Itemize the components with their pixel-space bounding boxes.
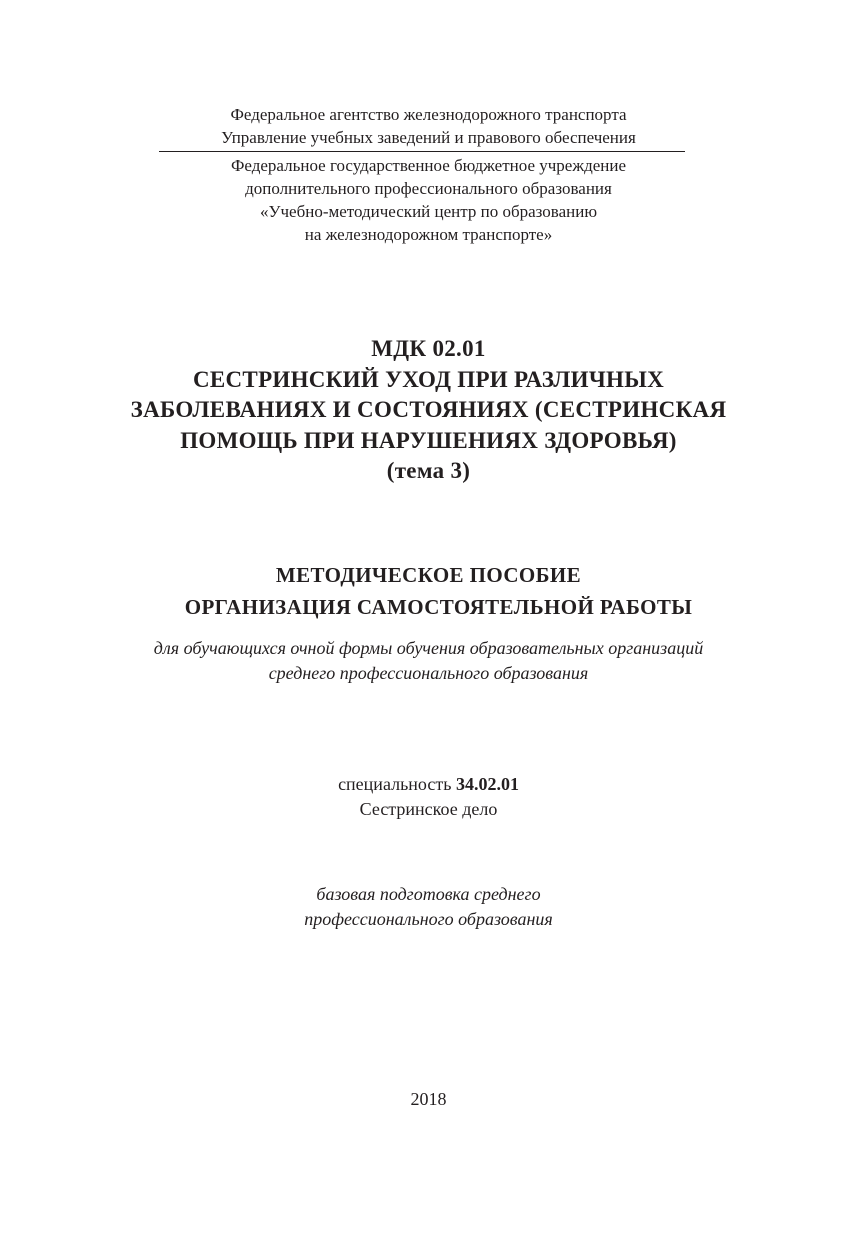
course-title-line: ПОМОЩЬ ПРИ НАРУШЕНИЯХ ЗДОРОВЬЯ) [180, 427, 677, 453]
institution-line: дополнительного профессионального образования [245, 179, 612, 198]
specialty-info [0, 772, 857, 822]
institution-name [0, 154, 857, 246]
specialty-line [0, 772, 857, 797]
institution-line: Федеральное государственное бюджетное учреждение [230, 156, 627, 175]
level-line: профессионального образования [304, 909, 553, 929]
course-topic: (тема 3) [386, 458, 471, 483]
specialty-code: 34.02.01 [455, 774, 519, 794]
course-code: МДК 02.01 [371, 336, 486, 361]
publication-year: 2018 [410, 1089, 447, 1109]
institution-line: «Учебно-методический центр по образованию [259, 202, 598, 221]
header-divider [159, 151, 685, 152]
audience-line: среднего профессионального образования [268, 663, 589, 683]
department-name: Управление учебных заведений и правового обеспечения [221, 128, 636, 147]
publisher-header [0, 103, 857, 149]
manual-type: МЕТОДИЧЕСКОЕ ПОСОБИЕ [275, 563, 582, 587]
course-title [0, 334, 857, 487]
institution-line: на железнодорожном транспорте» [304, 225, 553, 244]
audience-line: для обучающихся очной формы обучения образовательных организаций [153, 638, 704, 658]
agency-name: Федеральное агентство железнодорожного транспорта [230, 105, 627, 124]
course-title-line: ЗАБОЛЕВАНИЯХ И СОСТОЯНИЯХ (СЕСТРИНСКАЯ [130, 397, 727, 422]
specialty-prefix: специальность [338, 774, 452, 794]
level-line: базовая подготовка среднего [316, 884, 541, 904]
manual-subtitle: ОРГАНИЗАЦИЯ САМОСТОЯТЕЛЬНОЙ РАБОТЫ [184, 595, 693, 619]
education-level [0, 882, 857, 932]
specialty-name: Сестринское дело [359, 799, 498, 819]
manual-title [0, 559, 857, 623]
course-title-line: СЕСТРИНСКИЙ УХОД ПРИ РАЗЛИЧНЫХ [192, 366, 665, 392]
target-audience [0, 636, 857, 686]
